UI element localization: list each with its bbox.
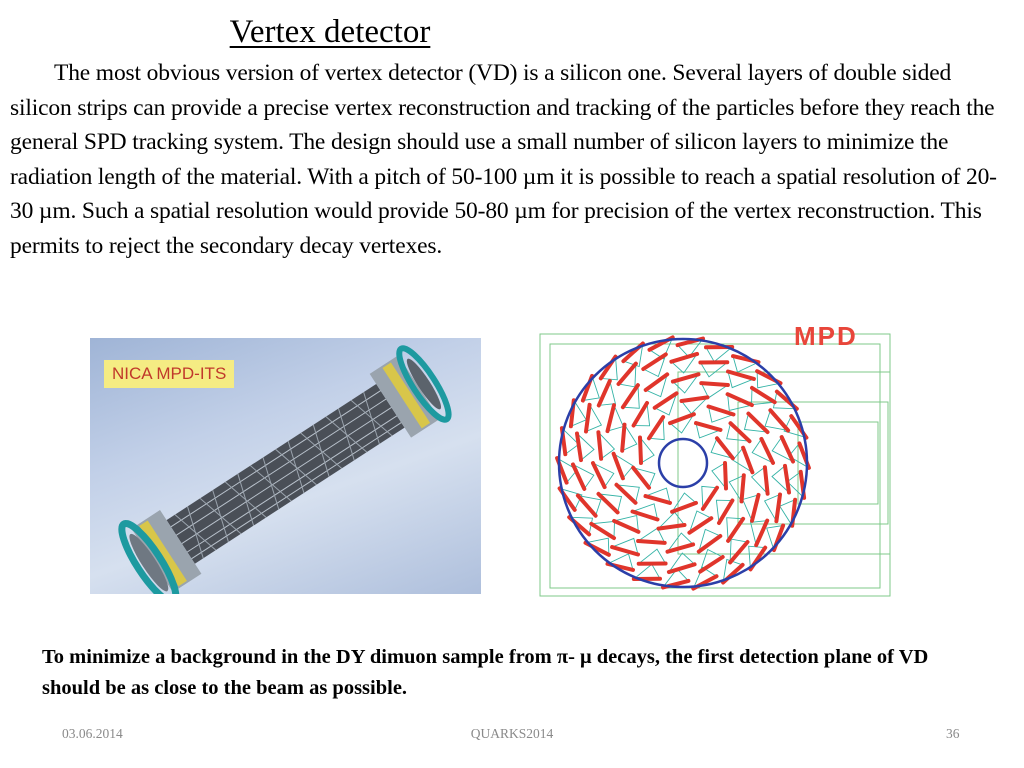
footer-conference: QUARKS2014 — [470, 726, 554, 741]
outer-boundary-circle — [559, 339, 807, 587]
silicon-ladder — [725, 463, 726, 489]
silicon-ladder — [785, 466, 789, 493]
silicon-ladder — [728, 519, 743, 541]
silicon-ladder — [619, 364, 636, 384]
silicon-ladder — [646, 374, 668, 390]
silicon-ladder — [728, 372, 754, 379]
support-truss — [639, 549, 666, 564]
silicon-ladder — [699, 536, 721, 552]
silicon-ladder — [659, 525, 685, 529]
dimension-frame — [738, 402, 888, 524]
silicon-ladder — [638, 541, 665, 543]
footer-date: 03.06.2014 — [62, 726, 123, 741]
silicon-ladder — [728, 394, 752, 405]
silicon-ladder — [617, 485, 636, 503]
silicon-ladder — [671, 354, 697, 362]
footer-page-number: 36 — [946, 726, 960, 741]
silicon-ladder — [742, 475, 744, 501]
silicon-ladder — [717, 438, 733, 458]
silicon-ladder — [765, 467, 768, 494]
silicon-ladder — [593, 463, 605, 487]
slide-title: Vertex detector — [229, 14, 431, 50]
silicon-ladder — [672, 503, 696, 512]
support-truss — [700, 362, 727, 377]
silicon-ladder — [633, 468, 649, 488]
silicon-ladder — [646, 496, 671, 503]
silicon-ladder — [776, 495, 780, 522]
silicon-ladder — [761, 439, 773, 463]
silicon-ladder — [634, 403, 647, 426]
silicon-ladder — [599, 381, 610, 406]
silicon-ladder — [701, 383, 728, 385]
silicon-ladder — [649, 417, 663, 438]
silicon-ladder — [623, 385, 638, 407]
silicon-ladder — [731, 423, 750, 441]
nica-mpd-its-label: NICA MPD-ITS — [104, 360, 234, 388]
silicon-ladder — [719, 501, 732, 524]
silicon-ladder — [730, 542, 747, 562]
silicon-ladder — [573, 465, 584, 489]
silicon-ladder — [696, 423, 721, 430]
silicon-ladder — [643, 354, 666, 369]
silicon-ladder — [673, 374, 699, 381]
dimension-frame — [798, 422, 878, 504]
beam-pipe-circle — [659, 439, 707, 487]
silicon-ladder — [614, 454, 623, 479]
nica-mpd-its-image — [90, 338, 481, 594]
body-paragraph: The most obvious version of vertex detector (VD) is a silicon one. Several layers of double sided silicon strips can provide a precise vertex reconstruction and tracking of the particles before they reach the general SPD tracking system. The design should use a small number of silicon layers to minimize the radiation length of the material. With a pitch of 50-100 µm it is possible to reach a spatial resolution of 20-30 µm. Such a spatial resolution would provide 50-80 µm for precision of the vertex reconstruction. This permits to reject the secondary decay vertexes. — [10, 60, 997, 259]
silicon-ladder — [703, 488, 717, 509]
silicon-ladder — [682, 397, 708, 401]
silicon-ladder — [586, 405, 590, 432]
silicon-ladder — [748, 414, 767, 433]
silicon-ladder — [669, 564, 695, 572]
cross-section-graphic — [528, 322, 900, 598]
silicon-ladder — [752, 388, 775, 402]
silicon-ladder — [599, 494, 618, 513]
silicon-ladder — [598, 432, 601, 459]
conclusion-note: To minimize a background in the DY dimuon sample from π- μ decays, the first detection plane of VD should be as close to the beam as possible. — [42, 646, 929, 699]
vertex-detector-cross-section-diagram — [528, 322, 900, 598]
silicon-ladder — [612, 547, 638, 554]
silicon-ladder — [668, 544, 694, 551]
silicon-ladder — [608, 405, 615, 431]
silicon-ladder — [577, 434, 581, 461]
silicon-ladder — [640, 438, 641, 464]
silicon-ladder — [591, 524, 614, 538]
silicon-ladder — [743, 448, 752, 473]
silicon-ladder — [700, 557, 723, 572]
mpd-label: MPD — [794, 322, 858, 351]
silicon-ladder — [614, 521, 638, 532]
silicon-ladder — [622, 425, 624, 451]
silicon-ladder — [752, 495, 759, 521]
silicon-ladder — [670, 414, 694, 423]
silicon-ladder — [782, 437, 793, 461]
